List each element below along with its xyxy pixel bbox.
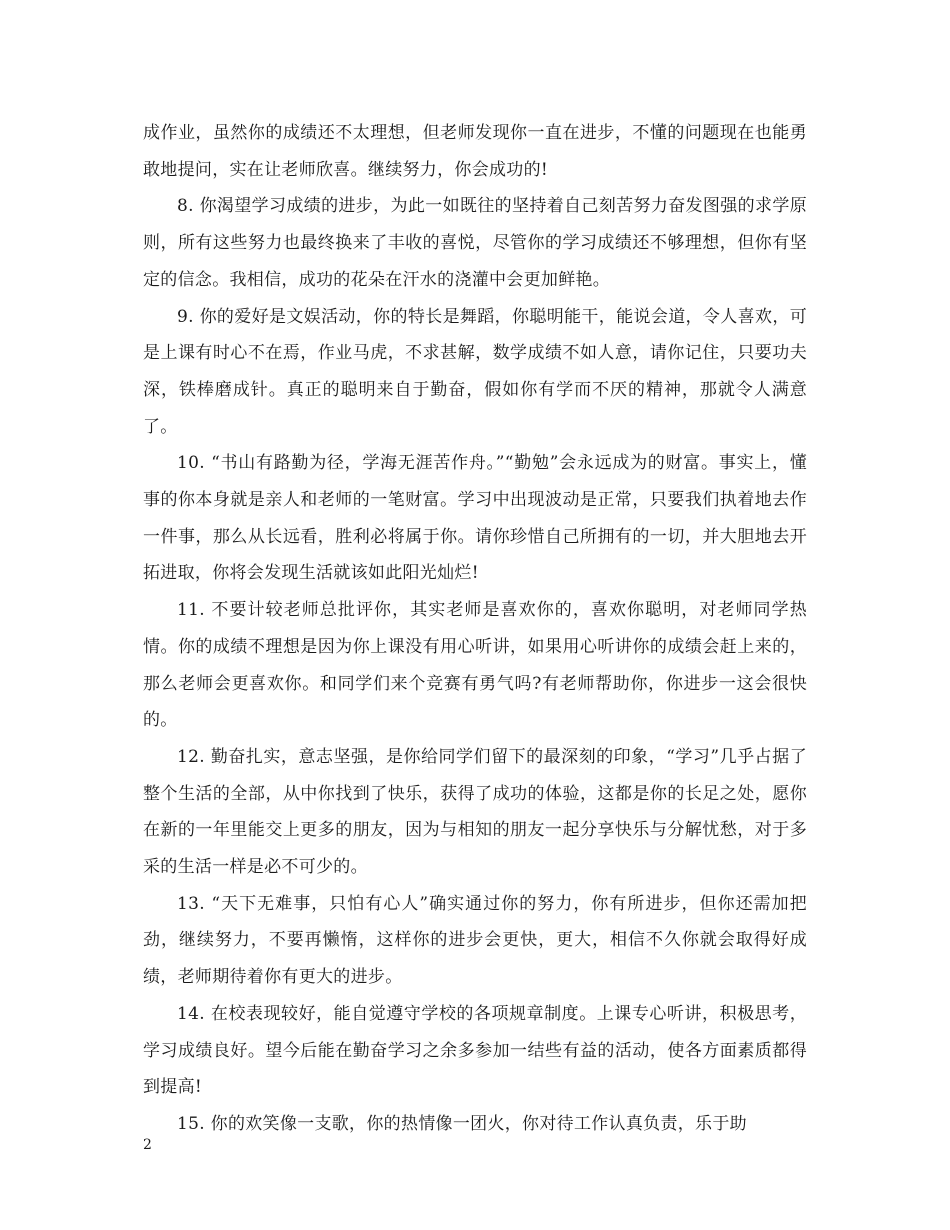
paragraph-14: 14. 在校表现较好，能自觉遵守学校的各项规章制度。上课专心听讲，积极思考，学习成绩良好。望今后能在勤奋学习之余多参加一结些有益的活动，使各方面素质都得到提高! <box>143 1003 807 1098</box>
paragraph-15: 15. 你的欢笑像一支歌，你的热情像一团火，你对待工作认真负责，乐于助 <box>177 1113 747 1134</box>
paragraph-9: 9. 你的爱好是文娱活动，你的特长是舞蹈，你聪明能干，能说会道，令人喜欢，可是上课有时心不在焉，作业马虎，不求甚解，数学成绩不如人意，请你记住，只要功夫深，铁棒磨成针。真正的聪明来自于勤奋，假如你有学而不厌的精神，那就令人满意了。 <box>143 306 807 437</box>
page-number: 2 <box>143 1137 152 1153</box>
paragraph-13: 13. “天下无难事，只怕有心人”确实通过你的努力，你有所进步，但你还需加把劲，继续努力，不要再懒惰，这样你的进步会更快，更大，相信不久你就会取得好成绩，老师期待着你有更大的进步。 <box>143 893 807 988</box>
paragraph-8: 8. 你渴望学习成绩的进步，为此一如既往的坚持着自己刻苦努力奋发图强的求学原则，所有这些努力也最终换来了丰收的喜悦，尽管你的学习成绩还不够理想，但你有坚定的信念。我相信，成功的花朵在汗水的浇灌中会更加鲜艳。 <box>143 196 807 290</box>
paragraph-10: 10. “书山有路勤为径，学海无涯苦作舟。”“勤勉”会永远成为的财富。事实上，懂事的你本身就是亲人和老师的一笔财富。学习中出现波动是正常，只要我们执着地去作一件事，那么从长远看，胜利必将属于你。请你珍惜自己所拥有的一切，并大胆地去开拓进取，你将会发现生活就该如此阳光灿烂! <box>143 453 807 584</box>
paragraph-continued: 成作业，虽然你的成绩还不太理想，但老师发现你一直在进步，不懂的问题现在也能勇敢地提问，实在让老师欣喜。继续努力，你会成功的! <box>143 123 807 180</box>
paragraph-11: 11. 不要计较老师总批评你，其实老师是喜欢你的，喜欢你聪明，对老师同学热情。你的成绩不理想是因为你上课没有用心听讲，如果用心听讲你的成绩会赶上来的，那么老师会更喜欢你。和同学们来个竞赛有勇气吗?有老师帮助你，你进步一这会很快的。 <box>143 600 807 731</box>
paragraph-12: 12. 勤奋扎实，意志坚强，是你给同学们留下的最深刻的印象，“学习”几乎占据了整个生活的全部，从中你找到了快乐，获得了成功的体验，这都是你的长足之处，愿你在新的一年里能交上更多的朋友，因为与相知的朋友一起分享快乐与分解忧愁，对于多采的生活一样是必不可少的。 <box>143 746 807 878</box>
document-body <box>143 115 807 1143</box>
